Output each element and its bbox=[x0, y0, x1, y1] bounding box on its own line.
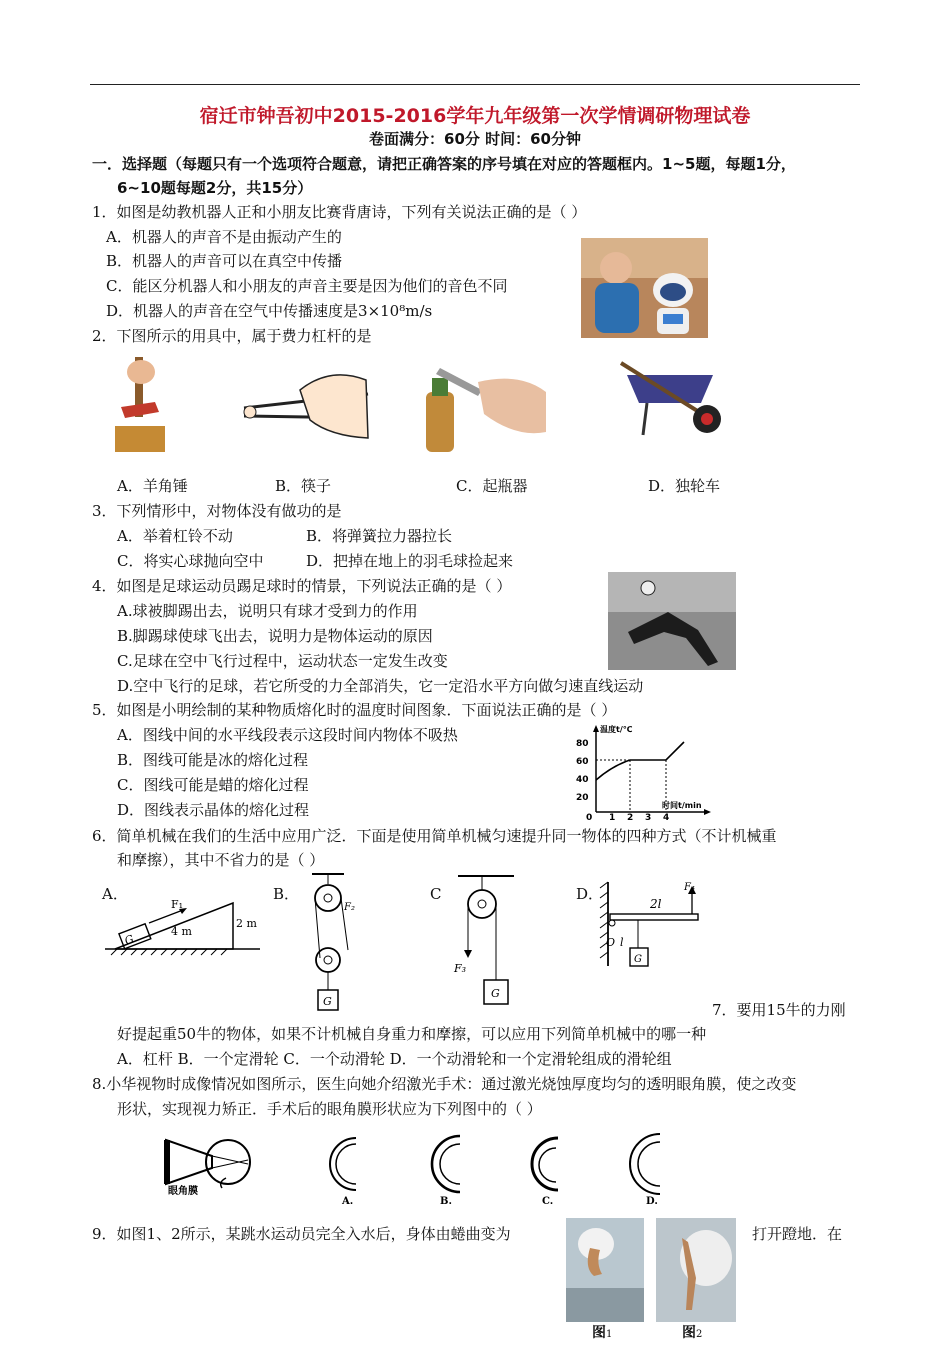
xtick-1: 1 bbox=[609, 813, 616, 822]
q7-stem-line2: 好提起重50牛的物体，如果不计机械自身重力和摩擦，可以应用下列简单机械中的哪一种 bbox=[117, 1025, 707, 1043]
exam-subtitle: 卷面满分：60分 时间：60分钟 bbox=[369, 130, 581, 148]
q6-label-c: C bbox=[430, 885, 442, 903]
q6-label-a: A． bbox=[102, 885, 128, 903]
q3-option-d: D．把掉在地上的羽毛球捡起来 bbox=[306, 552, 514, 570]
pulley-block-diagram bbox=[300, 870, 360, 1018]
q8-stem-line1: 8.小华视物时成像情况如图所示，医生向她介绍激光手术：通过激光烧蚀厚度均匀的透明眼角膜，使之改变 bbox=[92, 1075, 797, 1093]
q2-option-c: C．起瓶器 bbox=[456, 477, 528, 495]
lever-length-l: l bbox=[620, 936, 624, 949]
q1-option-a: A．机器人的声音不是由振动产生的 bbox=[106, 228, 342, 246]
robot-photo bbox=[581, 238, 708, 338]
melting-graph bbox=[574, 722, 714, 822]
x-axis-label: 时间t/min bbox=[662, 801, 702, 810]
q2-option-b: B．筷子 bbox=[275, 477, 332, 495]
q4-option-d: D.空中飞行的足球，若它所受的力全部消失，它一定沿水平方向做匀速直线运动 bbox=[117, 677, 644, 695]
q6-stem-line2: 和摩擦），其中不省力的是（ ） bbox=[117, 851, 325, 869]
cornea-option-c-label: C. bbox=[542, 1196, 554, 1207]
y-axis-label: 温度t/℃ bbox=[600, 725, 633, 734]
ytick-20: 20 bbox=[576, 793, 589, 803]
q9-stem-tail: 打开蹬地．在 bbox=[752, 1225, 843, 1243]
exam-title: 宿迁市钟吾初中2015-2016学年九年级第一次学情调研物理试卷 bbox=[199, 105, 751, 127]
f1-label: F₁ bbox=[171, 898, 184, 911]
q2-option-d: D．独轮车 bbox=[648, 477, 721, 495]
section1-line1: 一．选择题（每题只有一个选项符合题意，请把正确答案的序号填在对应的答题框内。1~5题，每题1分， bbox=[92, 155, 796, 173]
fulcrum-o-label: O bbox=[606, 936, 616, 949]
diver-photo-1 bbox=[566, 1218, 644, 1322]
q4-option-c: C.足球在空中飞行过程中，运动状态一定发生改变 bbox=[117, 652, 448, 670]
header-rule bbox=[90, 84, 860, 85]
lever-length-2l: 2l bbox=[650, 897, 662, 911]
q1-option-d: D．机器人的声音在空气中传播速度是3×10⁸m/s bbox=[106, 302, 433, 320]
chopsticks-image bbox=[240, 360, 372, 440]
q3-option-b: B．将弹簧拉力器拉长 bbox=[306, 527, 453, 545]
q2-option-a: A．羊角锤 bbox=[117, 477, 188, 495]
cornea-option-a-label: A. bbox=[342, 1196, 354, 1207]
q1-stem: 1．如图是幼教机器人正和小朋友比赛背唐诗，下列有关说法正确的是（ ） bbox=[92, 203, 587, 221]
wheelbarrow-image bbox=[617, 357, 721, 443]
incline-g-label: G bbox=[122, 932, 136, 948]
pulley-b-g-label: G bbox=[323, 995, 332, 1008]
xtick-2: 2 bbox=[627, 813, 634, 822]
q7-options: A．杠杆 B．一个定滑轮 C．一个动滑轮 D．一个动滑轮和一个定滑轮组成的滑轮组 bbox=[117, 1050, 672, 1068]
q6-label-d: D． bbox=[576, 885, 604, 903]
q5-option-b: B．图线可能是冰的熔化过程 bbox=[117, 751, 309, 769]
incline-length-label: 4 m bbox=[171, 925, 192, 938]
ytick-80: 80 bbox=[576, 739, 589, 749]
incline-height-label: 2 m bbox=[236, 917, 257, 930]
q5-option-d: D．图线表示晶体的熔化过程 bbox=[117, 801, 310, 819]
f4-label: F₄ bbox=[684, 882, 695, 893]
cornea-option-d-label: D. bbox=[646, 1196, 658, 1207]
lever-g-label: G bbox=[634, 954, 642, 965]
fig2-caption: 图2 bbox=[682, 1325, 703, 1341]
q6-label-b: B． bbox=[273, 885, 300, 903]
ytick-60: 60 bbox=[576, 757, 589, 767]
cornea-options-figure bbox=[162, 1128, 662, 1208]
incline-diagram bbox=[105, 895, 265, 957]
q7-stem-tail: 7．要用15牛的力刚 bbox=[712, 1001, 846, 1019]
q4-stem: 4．如图是足球运动员踢足球时的情景，下列说法正确的是（ ） bbox=[92, 577, 512, 595]
bottle-opener-image bbox=[420, 352, 548, 452]
lever-diagram bbox=[598, 878, 708, 970]
cornea-shape-a bbox=[330, 1138, 356, 1190]
ytick-40: 40 bbox=[576, 775, 589, 785]
q1-option-c: C．能区分机器人和小朋友的声音主要是因为他们的音色不同 bbox=[106, 277, 508, 295]
section1-line2: 6~10题每题2分，共15分） bbox=[117, 179, 313, 197]
q4-option-a: A.球被脚踢出去，说明只有球才受到力的作用 bbox=[117, 602, 418, 620]
temperature-curve bbox=[596, 742, 684, 780]
ytick-0: 0 bbox=[586, 813, 593, 822]
pulley-c-g-label: G bbox=[491, 987, 500, 1000]
f2-label: F₂ bbox=[344, 902, 355, 913]
xtick-3: 3 bbox=[645, 813, 652, 822]
q4-option-b: B.脚踢球使球飞出去，说明力是物体运动的原因 bbox=[117, 627, 433, 645]
q3-option-c: C．将实心球抛向空中 bbox=[117, 552, 264, 570]
hammer-image bbox=[115, 352, 165, 452]
q6-stem-line1: 6．简单机械在我们的生活中应用广泛．下面是使用简单机械匀速提升同一物体的四种方式（不计机械重 bbox=[92, 827, 777, 845]
q3-stem: 3．下列情形中，对物体没有做功的是 bbox=[92, 502, 342, 520]
f3-label: F₃ bbox=[454, 962, 467, 975]
cornea-option-b-label: B. bbox=[440, 1196, 452, 1207]
q2-stem: 2．下图所示的用具中，属于费力杠杆的是 bbox=[92, 327, 372, 345]
soccer-photo bbox=[608, 572, 736, 670]
q5-option-c: C．图线可能是蜡的熔化过程 bbox=[117, 776, 309, 794]
fig1-caption: 图1 bbox=[592, 1325, 613, 1341]
q3-option-a: A．举着杠铃不动 bbox=[117, 527, 233, 545]
q9-stem: 9．如图1、2所示，某跳水运动员完全入水后，身体由蜷曲变为 bbox=[92, 1225, 511, 1243]
q1-option-b: B．机器人的声音可以在真空中传播 bbox=[106, 252, 343, 270]
diver-photo-2 bbox=[656, 1218, 736, 1322]
fixed-pulley-diagram bbox=[448, 872, 518, 1010]
q8-stem-line2: 形状，实现视力矫正．手术后的眼角膜形状应为下列图中的（ ） bbox=[117, 1100, 542, 1118]
q5-stem: 5．如图是小明绘制的某种物质熔化时的温度时间图象．下面说法正确的是（ ） bbox=[92, 701, 617, 719]
cornea-label: 眼角膜 bbox=[168, 1186, 198, 1197]
xtick-4: 4 bbox=[663, 813, 670, 822]
q5-option-a: A．图线中间的水平线段表示这段时间内物体不吸热 bbox=[117, 726, 458, 744]
